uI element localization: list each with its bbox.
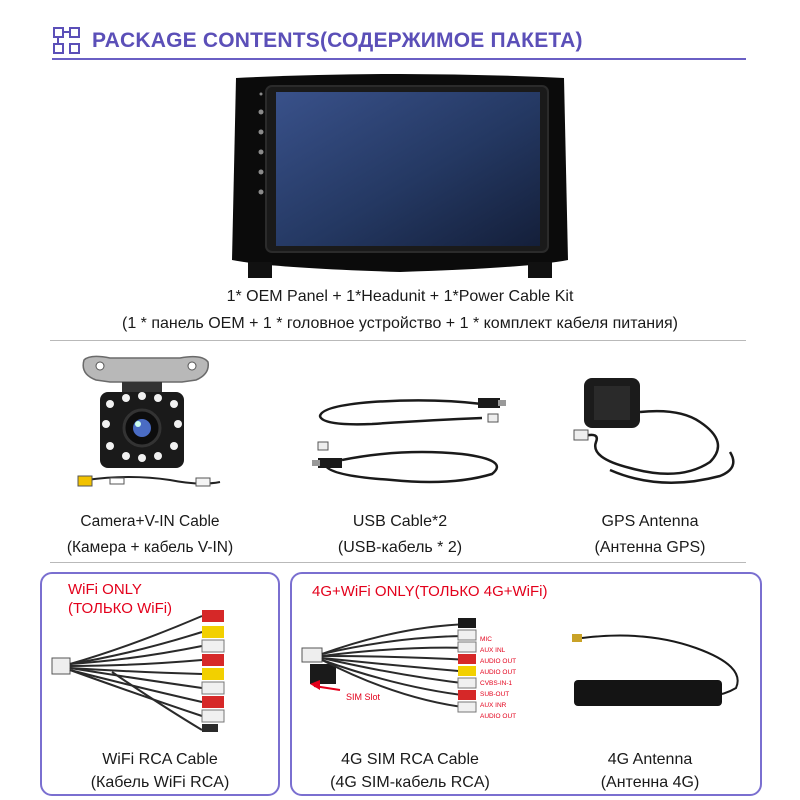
wifi-only-label: WiFi ONLY xyxy=(68,581,142,598)
gps-caption-ru: (Антенна GPS) xyxy=(594,539,706,556)
package-grid-icon xyxy=(52,26,82,56)
headunit-panel-image xyxy=(228,72,572,284)
4g-sim-rca-caption-ru: (4G SIM-кабель RCA) xyxy=(330,774,490,791)
4g-antenna-caption-en: 4G Antenna xyxy=(607,751,693,768)
plug-label: CVBS-IN-1 xyxy=(480,680,513,687)
page-title: PACKAGE CONTENTS(СОДЕРЖИМОЕ ПАКЕТА) xyxy=(92,29,583,52)
camera-caption-ru: (Камера + кабель V-IN) xyxy=(66,539,234,556)
headunit-caption-en: 1* OEM Panel + 1*Headunit + 1*Power Cable Kit xyxy=(226,288,574,305)
plug-label: AUDIO OUT xyxy=(480,658,517,665)
wifi-only-label-ru: (ТОЛЬКО WiFi) xyxy=(68,600,173,617)
plug-label: AUX INL xyxy=(480,647,506,654)
headunit-caption-ru: (1 * панель OEM + 1 * головное устройство + 1 * комплект кабеля питания) xyxy=(121,315,678,332)
4g-sim-rca-caption-en: 4G SIM RCA Cable xyxy=(341,751,479,768)
wifi-rca-cable-image xyxy=(52,606,252,732)
sim-slot-label: SIM Slot xyxy=(346,692,381,702)
plug-label: MIC xyxy=(480,636,492,643)
plug-label-list xyxy=(480,634,540,722)
wifi-rca-caption-en: WiFi RCA Cable xyxy=(102,751,218,768)
4g-antenna-image xyxy=(566,628,752,728)
4g-antenna-caption-ru: (Антенна 4G) xyxy=(600,774,700,791)
4g-wifi-only-label: 4G+WiFi ONLY(ТОЛЬКО 4G+WiFi) xyxy=(312,583,548,600)
plug-label: AUX INR xyxy=(480,702,507,709)
wifi-rca-caption-ru: (Кабель WiFi RCA) xyxy=(90,774,230,791)
gps-antenna-image xyxy=(570,372,740,502)
gps-caption-en: GPS Antenna xyxy=(601,513,699,530)
camera-image xyxy=(70,352,230,502)
camera-caption-en: Camera+V-IN Cable xyxy=(80,513,220,530)
usb-caption-ru: (USB-кабель * 2) xyxy=(337,539,463,556)
plug-label: AUDIO OUT xyxy=(480,669,517,676)
plug-label: SUB-OUT xyxy=(480,691,510,698)
plug-label: AUDIO OUT xyxy=(480,713,517,720)
header-underline xyxy=(52,58,746,60)
usb-caption-en: USB Cable*2 xyxy=(352,513,448,530)
usb-cable-image xyxy=(312,384,512,494)
section-divider xyxy=(50,340,746,341)
section-divider-2 xyxy=(50,562,746,563)
section-header xyxy=(52,26,583,56)
